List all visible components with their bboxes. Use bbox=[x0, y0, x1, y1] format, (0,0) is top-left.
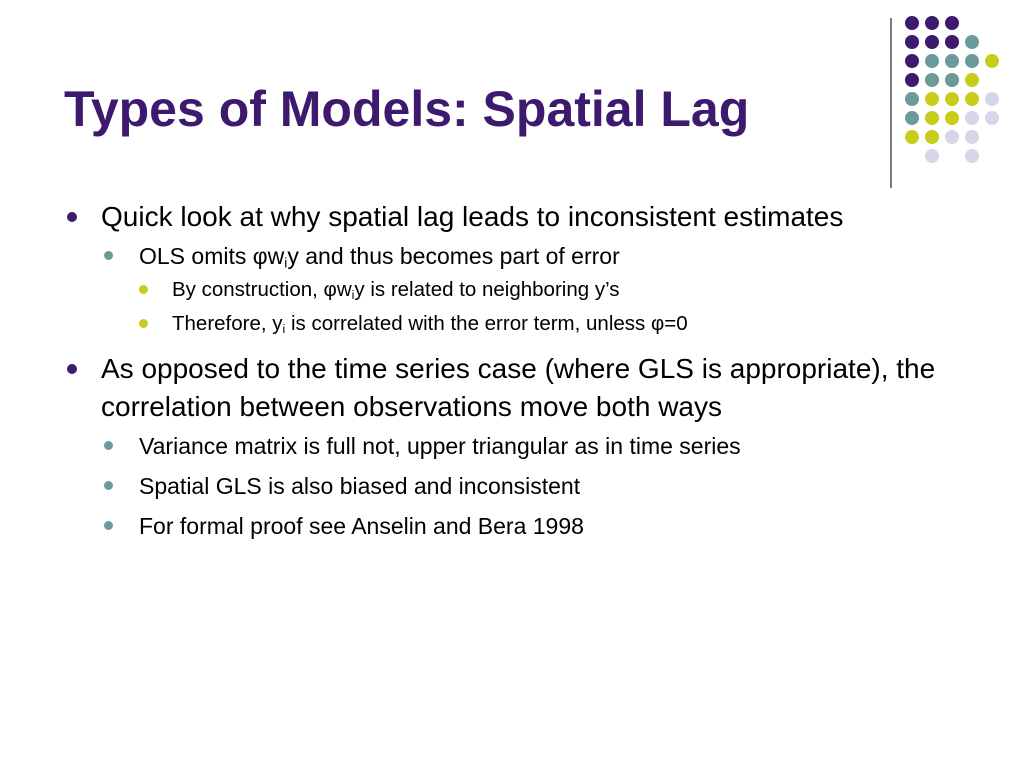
decorative-dot bbox=[945, 16, 959, 30]
decorative-dot bbox=[945, 54, 959, 68]
bullet-text: As opposed to the time series case (where GLS is appropriate), the correlation between observations move both ways bbox=[101, 353, 936, 422]
sub-sub-bullet-text: Therefore, $y_i$ is correlated with the error term, unless φ=0 bbox=[172, 312, 688, 337]
decorative-dot bbox=[925, 35, 939, 49]
decorative-dot bbox=[925, 54, 939, 68]
decorative-dot bbox=[945, 73, 959, 87]
bullet-item bbox=[64, 198, 974, 340]
sub-bullet-dot-icon bbox=[104, 251, 113, 260]
decorative-dot bbox=[965, 111, 979, 125]
sub-sub-bullet-dot-icon bbox=[139, 319, 148, 328]
decorative-dot bbox=[905, 111, 919, 125]
bullet-text: Quick look at why spatial lag leads to inconsistent estimates bbox=[101, 201, 844, 232]
bullet-item bbox=[64, 350, 974, 542]
decorative-dot bbox=[945, 130, 959, 144]
sub-sub-bullet-item bbox=[139, 308, 974, 340]
decorative-dot bbox=[905, 73, 919, 87]
sub-bullet-item bbox=[101, 470, 974, 502]
decorative-dot bbox=[965, 130, 979, 144]
decorative-dot bbox=[965, 92, 979, 106]
decorative-dot-grid bbox=[905, 16, 1015, 166]
decorative-dot bbox=[925, 73, 939, 87]
decorative-dot bbox=[945, 111, 959, 125]
bullet-dot-icon bbox=[67, 364, 77, 374]
decorative-dot bbox=[965, 54, 979, 68]
sub-bullet-item bbox=[101, 510, 974, 542]
bullet-list bbox=[64, 198, 974, 542]
decorative-dot bbox=[905, 130, 919, 144]
decorative-dot bbox=[905, 54, 919, 68]
decorative-dot bbox=[905, 92, 919, 106]
title-divider-line bbox=[890, 18, 892, 188]
decorative-dot bbox=[925, 92, 939, 106]
sub-bullet-text: For formal proof see Anselin and Bera 1998 bbox=[139, 513, 584, 539]
decorative-dot bbox=[985, 111, 999, 125]
sub-bullet-dot-icon bbox=[104, 441, 113, 450]
decorative-dot bbox=[945, 92, 959, 106]
decorative-dot bbox=[905, 16, 919, 30]
sub-bullet-list bbox=[101, 240, 974, 340]
bullet-dot-icon bbox=[67, 212, 77, 222]
slide-title: Types of Models: Spatial Lag bbox=[64, 81, 750, 137]
sub-sub-bullet-item bbox=[139, 274, 974, 306]
decorative-dot bbox=[925, 111, 939, 125]
sub-bullet-text: Spatial GLS is also biased and inconsistent bbox=[139, 473, 581, 499]
decorative-dot bbox=[925, 16, 939, 30]
decorative-dot bbox=[965, 35, 979, 49]
sub-sub-bullet-dot-icon bbox=[139, 285, 148, 294]
decorative-dot bbox=[985, 54, 999, 68]
decorative-dot bbox=[925, 130, 939, 144]
decorative-dot bbox=[965, 149, 979, 163]
slide-body bbox=[64, 198, 974, 550]
sub-bullet-dot-icon bbox=[104, 521, 113, 530]
sub-sub-bullet-text: By construction, $\varphi w_iy$ is related to neighboring y’s bbox=[172, 278, 620, 303]
decorative-dot bbox=[905, 35, 919, 49]
sub-bullet-item bbox=[101, 240, 974, 340]
sub-bullet-text: Variance matrix is full not, upper triangular as in time series bbox=[139, 433, 741, 459]
sub-sub-bullet-list bbox=[139, 274, 974, 340]
sub-bullet-text: OLS omits $\varphi w_iy$ and thus becomes part of error bbox=[139, 243, 620, 271]
sub-bullet-list bbox=[101, 430, 974, 542]
decorative-dot bbox=[925, 149, 939, 163]
sub-bullet-dot-icon bbox=[104, 481, 113, 490]
sub-bullet-item bbox=[101, 430, 974, 462]
decorative-dot bbox=[985, 92, 999, 106]
decorative-dot bbox=[965, 73, 979, 87]
decorative-dot bbox=[945, 35, 959, 49]
